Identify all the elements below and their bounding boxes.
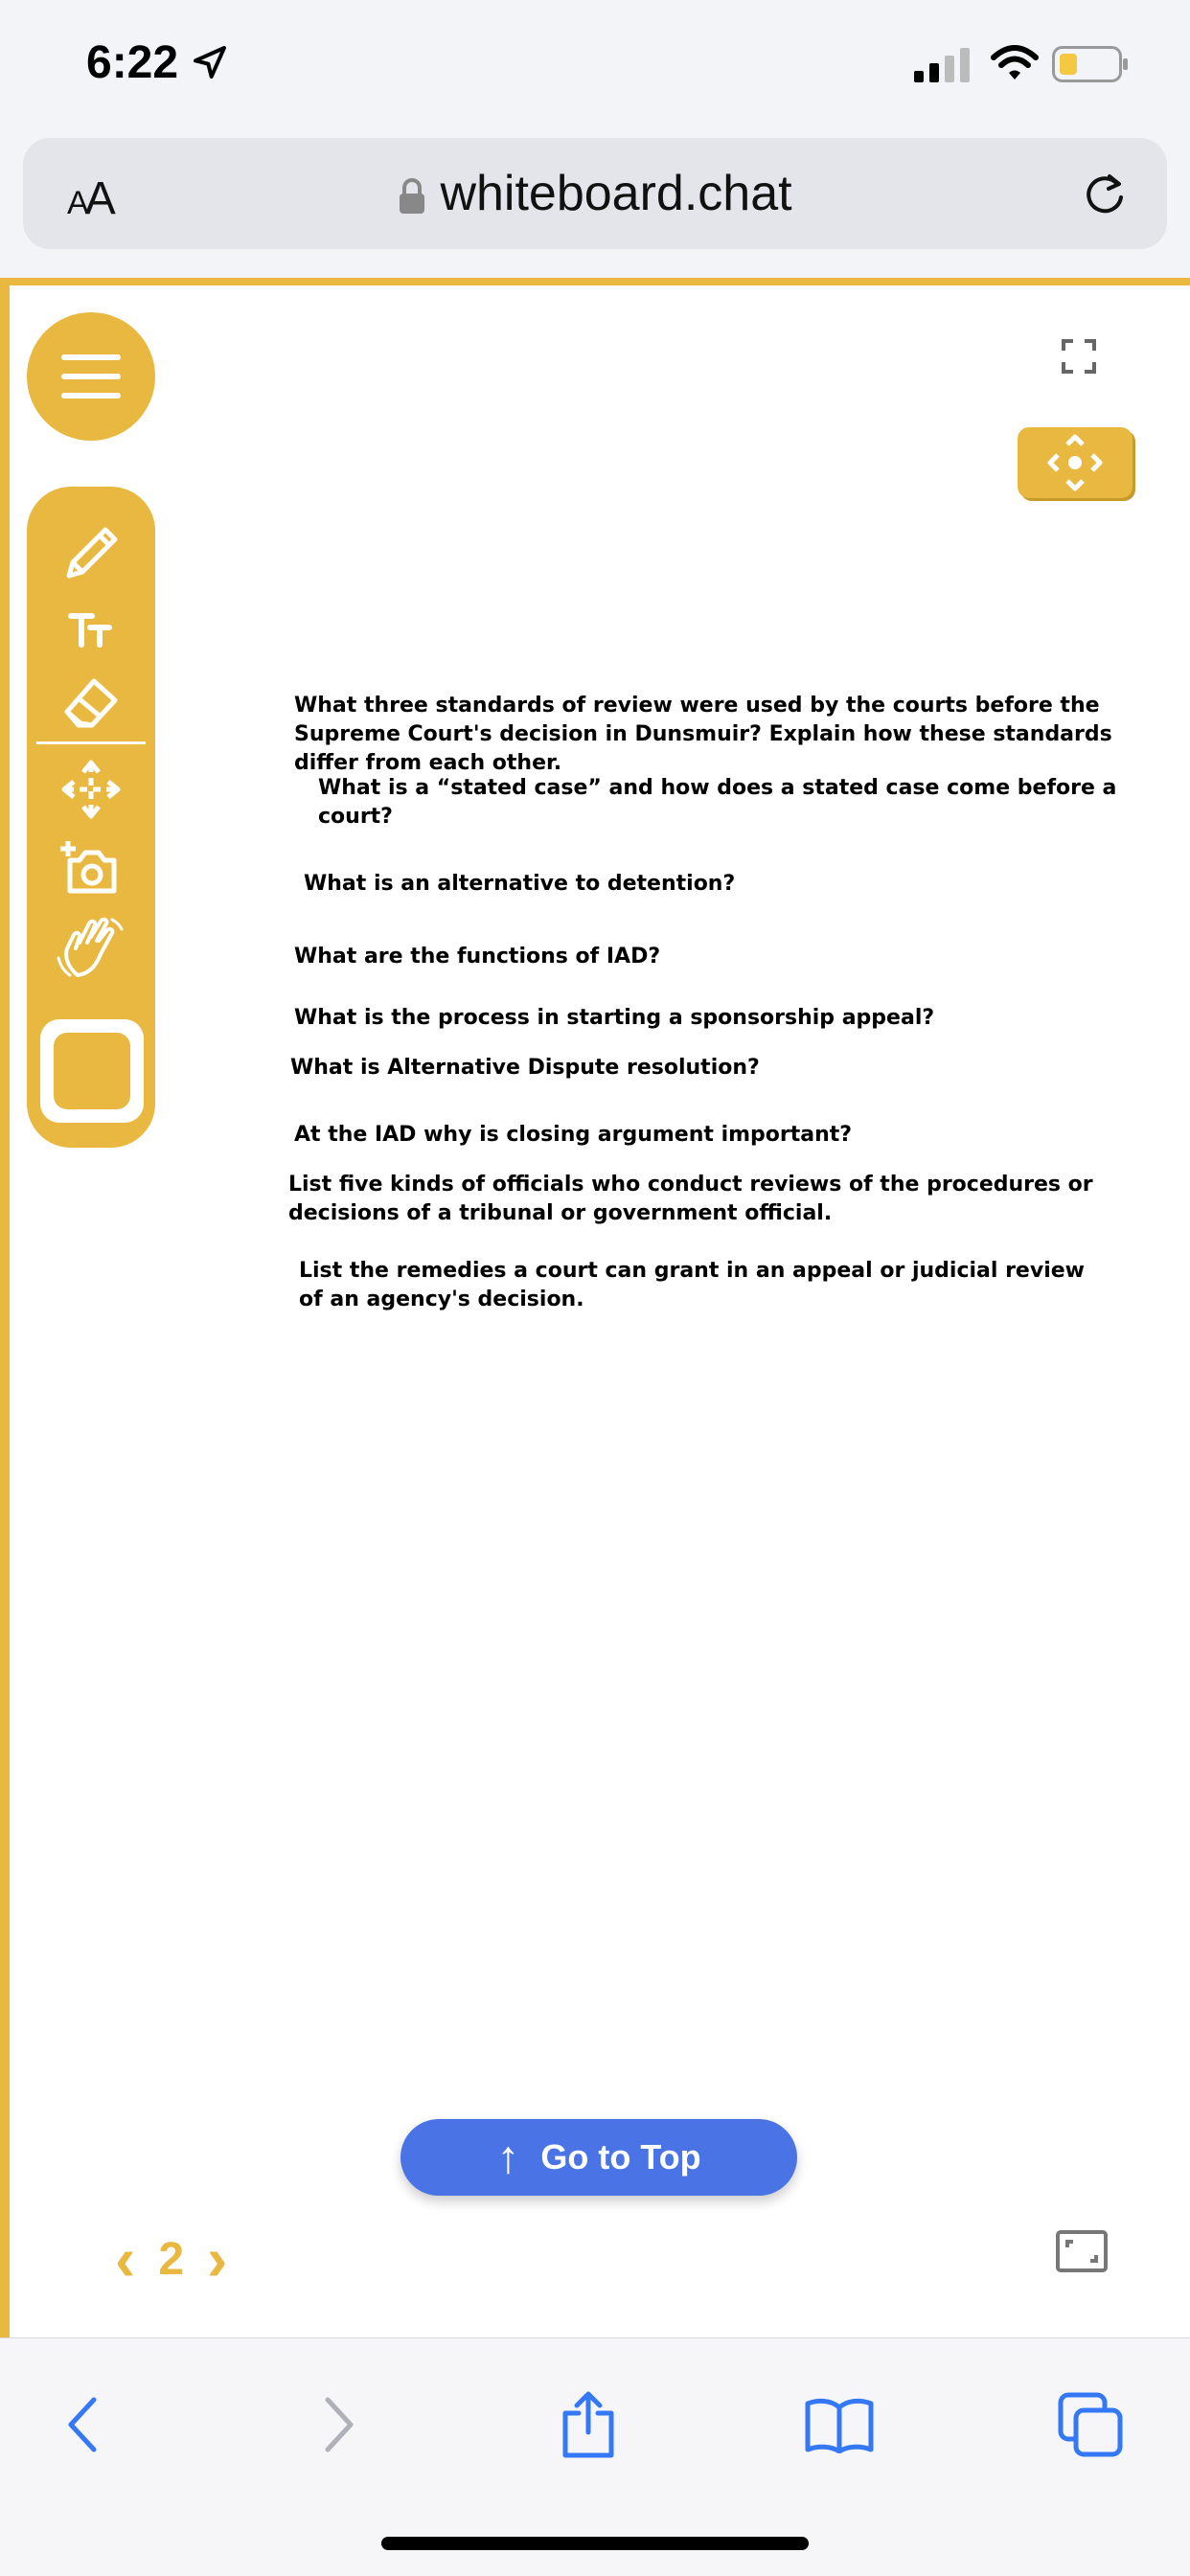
move-tool[interactable] bbox=[27, 759, 155, 820]
note-text: What is the process in starting a sponsorship appeal? bbox=[294, 1006, 935, 1030]
eraser-tool[interactable] bbox=[27, 669, 155, 736]
add-photo-icon bbox=[60, 835, 122, 897]
toolbar-divider bbox=[36, 741, 146, 744]
text-icon bbox=[67, 606, 115, 654]
share-icon bbox=[560, 2390, 617, 2459]
pencil-icon bbox=[57, 520, 125, 587]
forward-button[interactable] bbox=[301, 2386, 378, 2463]
note-text: What is Alternative Dispute resolution? bbox=[290, 1056, 760, 1080]
battery-icon bbox=[1052, 46, 1129, 82]
eraser-icon bbox=[57, 672, 125, 733]
hand-wave-icon bbox=[55, 912, 127, 985]
add-image-tool[interactable] bbox=[27, 833, 155, 899]
drawing-toolbar bbox=[27, 487, 155, 1148]
hand-tool[interactable] bbox=[27, 910, 155, 987]
status-time: 6:22 bbox=[86, 36, 229, 89]
pan-view-button[interactable] bbox=[1018, 427, 1133, 498]
back-button[interactable] bbox=[44, 2386, 121, 2463]
color-picker-button[interactable] bbox=[40, 1019, 144, 1123]
pan-arrows-icon bbox=[1018, 427, 1133, 498]
note-text: What three standards of review were used by the courts before the Supreme Court's decision in Dunsmuir? Explain how these standards differ from each other. bbox=[294, 694, 1112, 775]
note-text: At the IAD why is closing argument important? bbox=[294, 1123, 853, 1147]
share-button[interactable] bbox=[550, 2386, 627, 2463]
bookmarks-button[interactable] bbox=[801, 2386, 878, 2463]
page-overview-icon[interactable] bbox=[1056, 2230, 1108, 2272]
page-navigator bbox=[115, 2224, 228, 2293]
address-bar[interactable] bbox=[23, 138, 1167, 249]
pencil-tool[interactable] bbox=[27, 515, 155, 592]
reload-icon[interactable] bbox=[1081, 171, 1129, 218]
tabs-button[interactable] bbox=[1052, 2386, 1129, 2463]
signal-icon bbox=[914, 48, 970, 82]
note-text: What is an alternative to detention? bbox=[304, 872, 736, 896]
page-number: 2 bbox=[158, 2233, 185, 2285]
menu-icon bbox=[27, 312, 155, 441]
fullscreen-icon[interactable] bbox=[1062, 339, 1096, 374]
go-to-top-label: Go to Top bbox=[540, 2137, 701, 2177]
go-to-top-button[interactable] bbox=[400, 2119, 797, 2196]
url-field[interactable] bbox=[23, 165, 1167, 222]
home-indicator bbox=[381, 2537, 809, 2550]
move-arrows-icon bbox=[60, 759, 122, 820]
text-size-button[interactable]: AA bbox=[67, 173, 112, 224]
note-text: What is a “stated case” and how does a stated case come before a court? bbox=[318, 776, 1117, 829]
note-text: List five kinds of officials who conduct reviews of the procedures or decisions of a tribunal or government official. bbox=[288, 1173, 1093, 1225]
next-page-button[interactable]: › bbox=[207, 2224, 228, 2293]
chevron-right-icon bbox=[320, 2396, 358, 2453]
text-tool[interactable] bbox=[27, 600, 155, 661]
note-text: What are the functions of IAD? bbox=[294, 945, 661, 969]
whiteboard-canvas[interactable] bbox=[0, 278, 1190, 2337]
location-arrow-icon bbox=[191, 43, 229, 81]
arrow-up-icon: ↑ bbox=[496, 2131, 520, 2183]
chevron-left-icon bbox=[63, 2396, 102, 2453]
url-text: whiteboard.chat bbox=[440, 166, 792, 221]
note-text: List the remedies a court can grant in an appeal or judicial review of an agency's decision. bbox=[299, 1259, 1085, 1311]
prev-page-button[interactable]: ‹ bbox=[115, 2224, 136, 2293]
current-color-swatch bbox=[54, 1033, 130, 1109]
lock-icon bbox=[398, 177, 426, 216]
book-icon bbox=[804, 2396, 875, 2453]
hamburger-menu-button[interactable] bbox=[27, 312, 155, 441]
wifi-icon bbox=[991, 44, 1039, 82]
tabs-icon bbox=[1057, 2391, 1124, 2458]
